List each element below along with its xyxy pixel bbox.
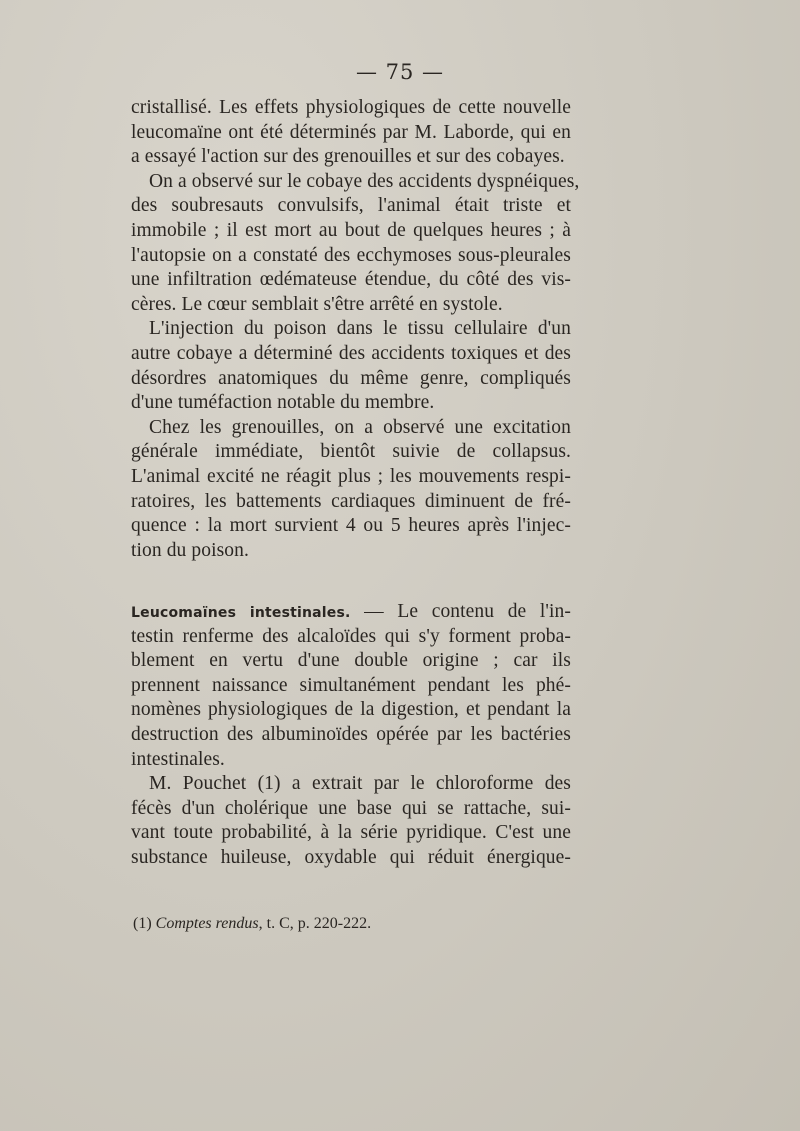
footnote [133, 915, 573, 933]
text-line: On a observé sur le cobaye des accidents dyspnéiques, [149, 170, 580, 192]
text-line: L'injection du poison dans le tissu cellulaire d'un [149, 318, 571, 340]
text-line: destruction des albuminoïdes opérée par les bactéries [131, 723, 571, 745]
footnote-source: Comptes rendus [155, 915, 259, 932]
text-line: tion du poison. [131, 539, 249, 561]
text-line: testin renferme des alcaloïdes qui s'y forment proba- [131, 625, 571, 647]
text-line: l'autopsie on a constaté des ecchymoses sous-pleurales [131, 244, 571, 266]
text-line: autre cobaye a déterminé des accidents toxiques et des [131, 342, 571, 364]
text-line: cristallisé. Les effets physiologiques de cette nouvelle [131, 97, 571, 118]
text-line: a essayé l'action sur des grenouilles et sur des cobayes. [131, 146, 565, 168]
footnote-number: (1) [133, 915, 156, 932]
text-line: Chez les grenouilles, on a observé une excitation [149, 416, 571, 438]
text-line: d'une tuméfaction notable du membre. [131, 392, 435, 414]
heading-line-rest: — Le contenu de l'in- [350, 601, 571, 622]
footnote-reference: , t. C, p. 220-222. [258, 915, 372, 932]
text-block-upper [131, 96, 580, 563]
text-line: immobile ; il est mort au bout de quelques heures ; à [131, 219, 571, 241]
text-line: une infiltration œdémateuse étendue, du côté des vis- [131, 269, 571, 291]
text-line: L'animal excité ne réagit plus ; les mouvements respi- [131, 465, 571, 487]
text-line: quence : la mort survient 4 ou 5 heures après l'injec- [131, 515, 571, 537]
text-line: nomènes physiologiques de la digestion, et pendant la [131, 699, 571, 721]
text-line: générale immédiate, bientôt suivie de collapsus. [131, 441, 571, 463]
text-line: intestinales. [131, 748, 225, 770]
text-line: M. Pouchet (1) a extrait par le chloroforme des [149, 773, 571, 795]
page-number: — 75 — [355, 60, 445, 84]
text-line: blement en vertu d'une double origine ; car ils [131, 650, 571, 672]
heading-line [131, 600, 571, 625]
text-line: prennent naissance simultanément pendant les phé- [131, 674, 571, 696]
text-line: des soubresauts convulsifs, l'animal était triste et [131, 195, 571, 217]
text-line: vant toute probabilité, à la série pyridique. C'est une [131, 822, 571, 844]
text-line: leucomaïne ont été déterminés par M. Laborde, qui en [131, 121, 571, 143]
text-line: fécès d'un cholérique une base qui se rattache, sui- [131, 797, 571, 819]
text-line: cères. Le cœur semblait s'être arrêté en systole. [131, 293, 503, 315]
text-line: substance huileuse, oxydable qui réduit énergique- [131, 846, 571, 868]
text-line: désordres anatomiques du même genre, compliqués [131, 367, 571, 389]
section-heading: Leucomaïnes intestinales. [131, 605, 351, 621]
text-block-lower [131, 600, 571, 871]
text-line: ratoires, les battements cardiaques diminuent de fré- [131, 490, 571, 512]
